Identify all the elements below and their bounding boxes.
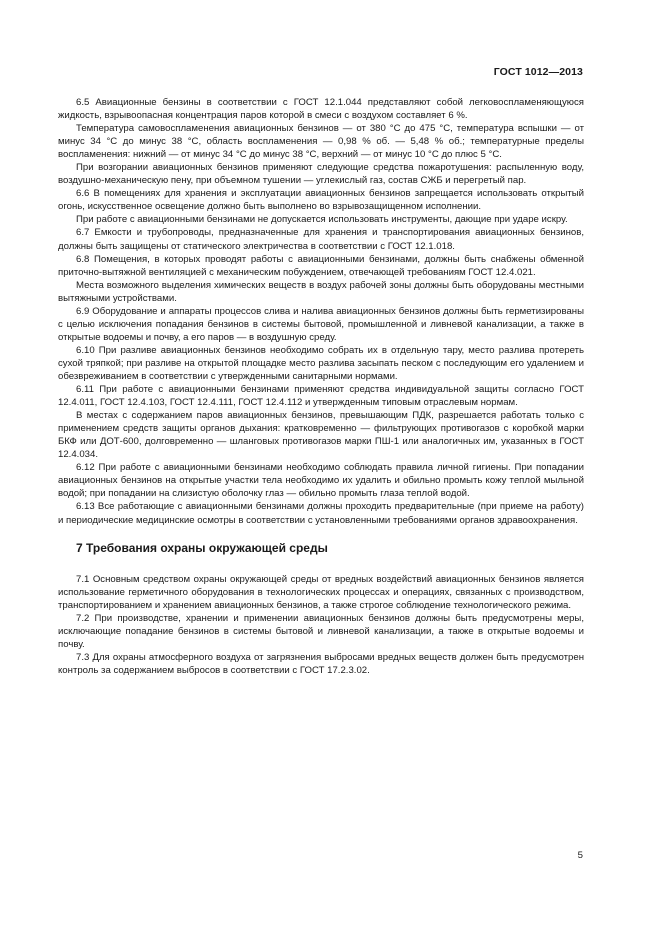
paragraph-6-12: 6.12 При работе с авиационными бензинами необходимо соблюдать правила личной гигиены. При попадании авиационных бензинов на открытые участки тела необходимо их удалить и обильно промыть кожу теплой мыльной водой; при попадании на слизистую оболочку глаз — обильно промыть глаза теплой водой. (58, 462, 584, 500)
paragraph-6-13: 6.13 Все работающие с авиационными бензинами должны проходить предварительные (при приеме на работу) и периодические медицинские осмотры в соответствии с установленными требованиями органов здравоохранения. (58, 501, 584, 526)
paragraph-7-1: 7.1 Основным средством охраны окружающей среды от вредных воздействий авиационных бензинов является использование герметичного оборудования в технологических процессах и операциях, связанных с производством, транспортированием и хранением авиационных бензинов, а также строгое соблюдение технологического режима. (58, 573, 584, 611)
standard-code-header: ГОСТ 1012—2013 (493, 66, 583, 78)
paragraph-6-11: 6.11 При работе с авиационными бензинами применяют средства индивидуальной защиты согласно ГОСТ 12.4.011, ГОСТ 12.4.103, ГОСТ 12.4.111, ГОСТ 12.4.112 и утвержденным типовым отраслевым нормам. (58, 384, 584, 409)
paragraph-6-6: 6.6 В помещениях для хранения и эксплуатации авиационных бензинов запрещается использовать открытый огонь, искусственное освещение должно быть выполнено во взрывозащищенном исполнении. (58, 188, 584, 213)
paragraph-7-3: 7.3 Для охраны атмосферного воздуха от загрязнения выбросами вредных веществ должен быть предусмотрен контроль за содержанием выбросов в соответствии с ГОСТ 17.2.3.02. (58, 651, 584, 676)
paragraph-6-6-tools: При работе с авиационными бензинами не допускается использовать инструменты, дающие при ударе искру. (76, 214, 568, 226)
paragraph-6-5-extinguishing: При возгорании авиационных бензинов применяют следующие средства пожаротушения: распыленную воду, воздушно-механическую пену, при объемном тушении — углекислый газ, состав СЖБ и перегретый пар. (58, 162, 584, 187)
paragraph-6-10: 6.10 При разливе авиационных бензинов необходимо собрать их в отдельную тару, место разлива протереть сухой тряпкой; при разливе на открытой площадке место разлива засыпать песком с последующим его удалением и обезвреживанием в соответствии с утвержденными санитарными нормами. (58, 344, 584, 382)
page-number: 5 (577, 850, 583, 861)
paragraph-6-5-temperature: Температура самовоспламенения авиационных бензинов — от 380 °С до 475 °С, температура вспышки — от минус 34 °С до минус 38 °С, область воспламенения — 0,98 % об. — 5,48 % об.; температурные пределы воспламенения: нижний — от минус 34 °С до минус 38 °С, верхний — от минус 10 °С до плюс 5 °С. (58, 123, 584, 161)
paragraph-6-8-exhaust: Места возможного выделения химических веществ в воздух рабочей зоны должны быть оборудованы местными вытяжными устройствами. (58, 279, 584, 304)
paragraph-6-5: 6.5 Авиационные бензины в соответствии с ГОСТ 12.1.044 представляют собой легковоспламеняющуюся жидкость, взрывоопасная концентрация паров которой в смеси с воздухом составляет 6 %. (58, 97, 584, 122)
paragraph-6-11-respirators: В местах с содержанием паров авиационных бензинов, превышающим ПДК, разрешается работать только с применением средств защиты органов дыхания: кратковременно — фильтрующих противогазов с коробкой марки БКФ или ДОТ-600, долговременно — шланговых противогазов марки ПШ-1 или аналогичных им, указанных в ГОСТ 12.4.034. (58, 410, 584, 461)
section-7-heading: 7 Требования охраны окружающей среды (76, 540, 328, 555)
paragraph-6-9: 6.9 Оборудование и аппараты процессов слива и налива авиационных бензинов должны быть герметизированы с целью исключения попадания бензинов в системы бытовой, промышленной и ливневой канализации, а также в открытые водоемы и почву, а его паров — в воздушную среду. (58, 305, 584, 343)
paragraph-7-2: 7.2 При производстве, хранении и применении авиационных бензинов должны быть предусмотрены меры, исключающие попадание бензинов в системы бытовой и ливневой канализации, а также в открытые водоемы и почву. (58, 612, 584, 650)
paragraph-6-8: 6.8 Помещения, в которых проводят работы с авиационными бензинами, должны быть снабжены обменной приточно-вытяжной вентиляцией с механическим побуждением, отвечающей требованиям ГОСТ 12.4.021. (58, 253, 584, 278)
paragraph-6-7: 6.7 Емкости и трубопроводы, предназначенные для хранения и транспортирования авиационных бензинов, должны быть защищены от статического электричества в соответствии с ГОСТ 12.1.018. (58, 227, 584, 252)
document-body (58, 96, 584, 677)
